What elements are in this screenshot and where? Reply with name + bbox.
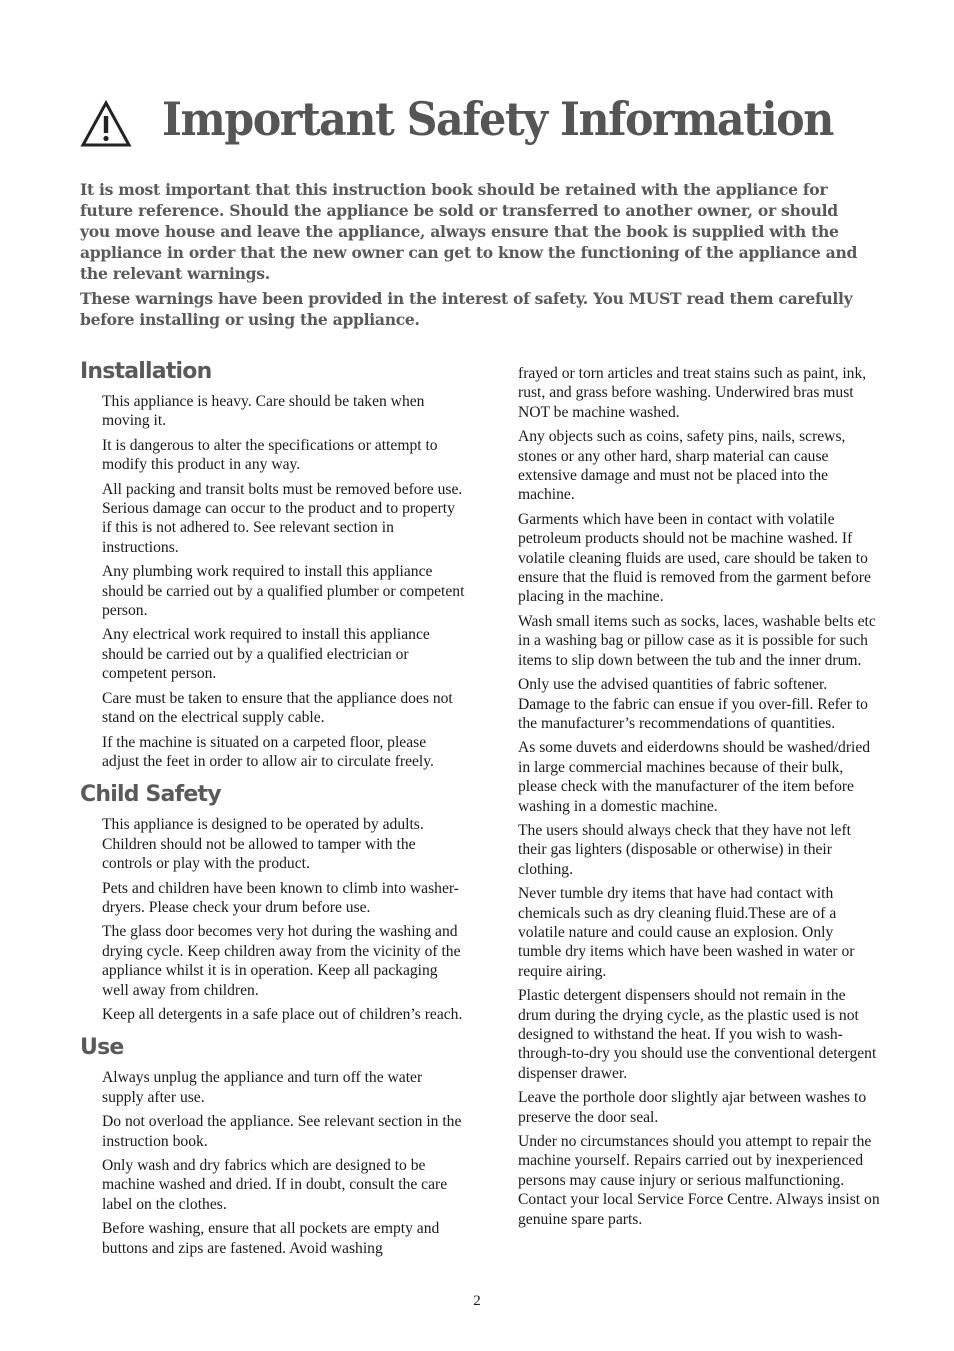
installation-section bbox=[80, 358, 465, 771]
paragraph: Plastic detergent dispensers should not remain in the drum during the drying cycle, as the plastic used is not designed to withstand the heat. If you wish to wash-through-to-dry you should use the conventional detergent dispenser drawer. bbox=[518, 987, 877, 1082]
paragraph: Leave the porthole door slightly ajar between washes to preserve the door seal. bbox=[518, 1089, 867, 1126]
section-heading: Use bbox=[80, 1035, 124, 1061]
paragraph: This appliance is designed to be operated by adults. Children should not be allowed to tamper with the controls or play with the product. bbox=[102, 816, 424, 873]
page-number: 2 bbox=[473, 1293, 481, 1309]
paragraph: This appliance is heavy. Care should be taken when moving it. bbox=[102, 393, 425, 430]
section-heading: Child Safety bbox=[80, 782, 221, 808]
warning-triangle-icon bbox=[80, 100, 132, 148]
page-header bbox=[80, 84, 883, 154]
paragraph: Never tumble dry items that have had contact with chemicals such as dry cleaning fluid.These are of a volatile nature and could cause an explosion. Only tumble dry items which have been washed in water or require airing. bbox=[518, 885, 855, 980]
paragraph: Pets and children have been known to climb into washer-dryers. Please check your drum before use. bbox=[102, 879, 459, 916]
paragraph: As some duvets and eiderdowns should be washed/dried in large commercial machines because of their bulk, please check with the manufacturer of the item before washing in a domestic machine. bbox=[518, 739, 871, 815]
paragraph: It is dangerous to alter the specifications or attempt to modify this product in any way. bbox=[102, 436, 438, 474]
paragraph: Do not overload the appliance. See relevant section in the instruction book. bbox=[102, 1113, 462, 1150]
paragraph: frayed or torn articles and treat stains such as paint, ink, rust, and grass before washing. Underwired bras must NOT be machine washed. bbox=[518, 365, 867, 421]
paragraph: Before washing, ensure that all pockets are empty and buttons and zips are fastened. Avoid washing bbox=[102, 1220, 440, 1257]
paragraph: Under no circumstances should you attempt to repair the machine yourself. Repairs carried out by inexperienced persons may cause injury or serious malfunctioning. Contact your local Service Force Centre. Always insist on genuine spare parts. bbox=[518, 1133, 880, 1228]
paragraph: Always unplug the appliance and turn off the water supply after use. bbox=[102, 1069, 423, 1106]
paragraph: Wash small items such as socks, laces, washable belts etc in a washing bag or pillow case as it is possible for such items to slip down between the tub and the inner drum. bbox=[518, 612, 876, 669]
child-safety-section bbox=[80, 781, 465, 1024]
intro-paragraph: These warnings have been provided in the interest of safety. You MUST read them carefully before installing or using the appliance. bbox=[80, 289, 853, 329]
paragraph: Garments which have been in contact with volatile petroleum products should not be machine washed. If volatile cleaning fluids are used, care should be taken to ensure that the fluid is removed from the garment before placing in the machine. bbox=[518, 510, 871, 606]
paragraph: Only wash and dry fabrics which are designed to be machine washed and dried. If in doubt, consult the care label on the clothes. bbox=[102, 1157, 448, 1213]
paragraph: The glass door becomes very hot during the washing and drying cycle. Keep children away from the vicinity of the appliance whilst it is in operation. Keep all packaging well away from children. bbox=[102, 923, 461, 999]
intro-paragraph: It is most important that this instruction book should be retained with the appliance for future reference. Should the appliance be sold or transferred to another owner, or should you move house and leave the appliance, always ensure that the book is supplied with the appliance in order that the new owner can get to know the functioning of the appliance and the relevant warnings. bbox=[80, 180, 858, 283]
page-title: Important Safety Information bbox=[162, 92, 833, 146]
left-column bbox=[80, 358, 465, 1268]
paragraph: Any plumbing work required to install this appliance should be carried out by a qualified plumber or competent person. bbox=[102, 563, 465, 620]
section-heading: Installation bbox=[80, 359, 212, 384]
paragraph: Any electrical work required to install this appliance should be carried out by a qualified electrician or competent person. bbox=[102, 626, 430, 683]
right-column bbox=[518, 364, 880, 1234]
paragraph: Only use the advised quantities of fabric softener. Damage to the fabric can ensue if you over-fill. Refer to the manufacturer’s recommendations of quantities. bbox=[518, 676, 868, 732]
paragraph: The users should always check that they have not left their gas lighters (disposable or otherwise) in their clothing. bbox=[518, 821, 851, 878]
paragraph: All packing and transit bolts must be removed before use. Serious damage can occur to the product and to property if this is not adhered to. See relevant section in instructions. bbox=[102, 480, 463, 556]
paragraph: Care must be taken to ensure that the appliance does not stand on the electrical supply cable. bbox=[102, 689, 453, 727]
paragraph: If the machine is situated on a carpeted floor, please adjust the feet in order to allow air to circulate freely. bbox=[102, 733, 434, 770]
use-section bbox=[80, 1034, 465, 1258]
paragraph: Any objects such as coins, safety pins, nails, screws, stones or any other hard, sharp material can cause extensive damage and must not be placed into the machine. bbox=[518, 428, 846, 504]
paragraph: Keep all detergents in a safe place out of children’s reach. bbox=[102, 1005, 463, 1023]
intro-block bbox=[80, 179, 870, 334]
